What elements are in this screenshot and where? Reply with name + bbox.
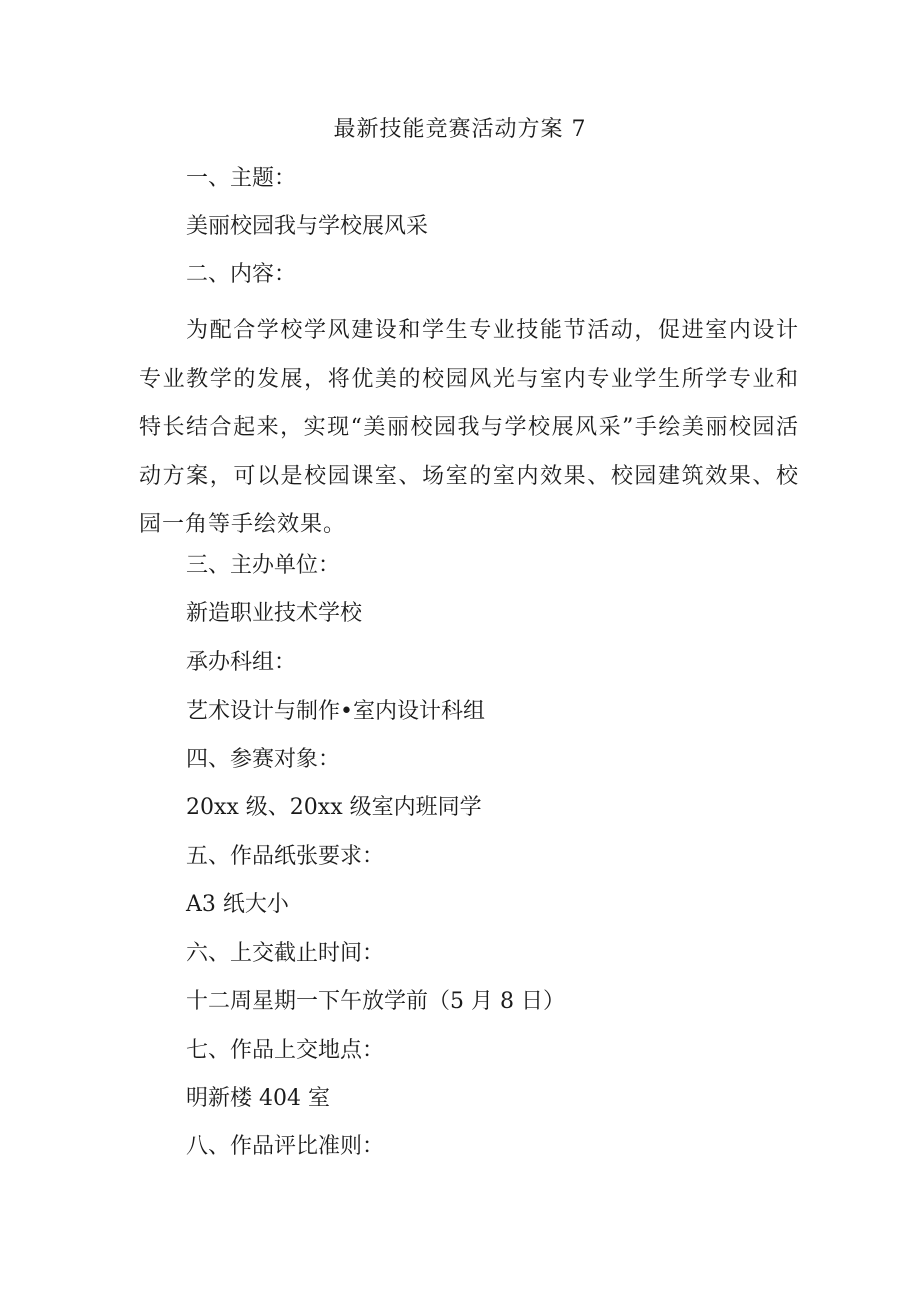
criteria-heading: 八、作品评比准则： [186,1134,385,1159]
paper-text: A3 纸大小 [186,892,289,917]
organizer-text: 新造职业技术学校 [186,601,363,626]
deadline-heading: 六、上交截止时间： [186,941,385,966]
theme-text: 美丽校园我与学校展风采 [186,214,429,239]
location-heading: 七、作品上交地点： [186,1038,385,1063]
location-text: 明新楼 404 室 [186,1086,330,1111]
co-organizer-text: 艺术设计与制作•室内设计科组 [186,699,485,724]
content-heading: 二、内容： [186,262,297,287]
theme-heading: 一、主题： [186,166,297,191]
organizer-heading: 三、主办单位： [186,553,341,578]
content-paragraph: 为配合学校学风建设和学生专业技能节活动，促进室内设计专业教学的发展，将优美的校园风光与室内专业学生所学专业和特长结合起来，实现“美丽校园我与学校展风采”手绘美丽校园活动方案，可以是校园课室、场室的室内效果、校园建筑效果、校园一角等手绘效果。 [139,318,799,537]
paper-heading: 五、作品纸张要求： [186,844,385,869]
document-title: 最新技能竞赛活动方案 7 [333,117,587,142]
co-organizer-heading: 承办科组： [186,650,297,675]
participants-heading: 四、参赛对象： [186,747,341,772]
deadline-text: 十二周星期一下午放学前（5 月 8 日） [186,989,565,1014]
participants-text: 20xx 级、20xx 级室内班同学 [186,795,482,820]
